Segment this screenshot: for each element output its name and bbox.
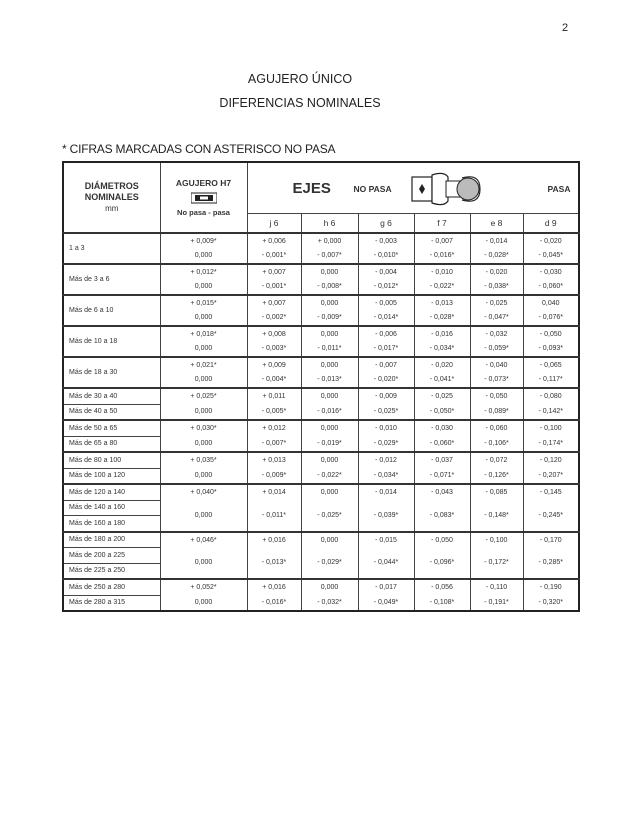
table-row — [63, 233, 579, 249]
lower-deviation: - 0,017* — [358, 342, 414, 358]
upper-deviation: - 0,072 — [470, 452, 523, 468]
lower-deviation: 0,000 — [160, 404, 247, 420]
upper-deviation: - 0,020 — [470, 264, 523, 280]
upper-deviation: + 0,000 — [301, 233, 358, 249]
lower-deviation: - 0,029* — [358, 436, 414, 452]
upper-deviation: - 0,005 — [358, 295, 414, 311]
upper-deviation: 0,040 — [523, 295, 579, 311]
dimension-label: Más de 6 a 10 — [63, 295, 160, 326]
lower-deviation: - 0,011* — [247, 500, 301, 532]
upper-deviation: 0,000 — [301, 388, 358, 404]
upper-deviation: - 0,020 — [523, 233, 579, 249]
upper-deviation: + 0,016 — [247, 532, 301, 548]
upper-deviation: + 0,018* — [160, 326, 247, 342]
table-row — [63, 468, 579, 484]
upper-deviation: + 0,006 — [247, 233, 301, 249]
col-header-j6: j 6 — [247, 214, 301, 234]
dimension-label: Más de 200 a 225 — [63, 548, 160, 564]
col-header-d9: d 9 — [523, 214, 579, 234]
upper-deviation: - 0,032 — [470, 326, 523, 342]
lower-deviation: - 0,245* — [523, 500, 579, 532]
lower-deviation: - 0,010* — [358, 249, 414, 265]
lower-deviation: - 0,174* — [523, 436, 579, 452]
upper-deviation: 0,000 — [301, 532, 358, 548]
lower-deviation: - 0,096* — [414, 548, 470, 580]
col-header-e8: e 8 — [470, 214, 523, 234]
upper-deviation: - 0,065 — [523, 357, 579, 373]
upper-deviation: - 0,043 — [414, 484, 470, 500]
upper-deviation: + 0,009* — [160, 233, 247, 249]
lower-deviation: - 0,016* — [301, 404, 358, 420]
upper-deviation: 0,000 — [301, 264, 358, 280]
dimension-label: Más de 30 a 40 — [63, 388, 160, 404]
lower-deviation: - 0,093* — [523, 342, 579, 358]
header-dimensions — [63, 162, 160, 233]
lower-deviation: - 0,008* — [301, 280, 358, 296]
lower-deviation: - 0,009* — [301, 311, 358, 327]
table-row — [63, 579, 579, 595]
upper-deviation: + 0,011 — [247, 388, 301, 404]
lower-deviation: - 0,009* — [247, 468, 301, 484]
dimension-label: Más de 280 a 315 — [63, 595, 160, 611]
lower-deviation: 0,000 — [160, 342, 247, 358]
lower-deviation: - 0,007* — [247, 436, 301, 452]
upper-deviation: + 0,035* — [160, 452, 247, 468]
lower-deviation: - 0,003* — [247, 342, 301, 358]
upper-deviation: - 0,100 — [470, 532, 523, 548]
upper-deviation: 0,000 — [301, 420, 358, 436]
lower-deviation: - 0,117* — [523, 373, 579, 389]
hole-gauge-icon — [191, 191, 217, 205]
table-row — [63, 436, 579, 452]
page-subtitle: DIFERENCIAS NOMINALES — [219, 96, 381, 110]
table-row — [63, 595, 579, 611]
upper-deviation: - 0,010 — [414, 264, 470, 280]
lower-deviation: - 0,013* — [301, 373, 358, 389]
lower-deviation: - 0,172* — [470, 548, 523, 580]
lower-deviation: - 0,044* — [358, 548, 414, 580]
lower-deviation: - 0,126* — [470, 468, 523, 484]
lower-deviation: 0,000 — [160, 311, 247, 327]
lower-deviation: - 0,045* — [523, 249, 579, 265]
upper-deviation: - 0,003 — [358, 233, 414, 249]
lower-deviation: - 0,022* — [301, 468, 358, 484]
table-row — [63, 452, 579, 468]
table-row — [63, 326, 579, 342]
lower-deviation: 0,000 — [160, 373, 247, 389]
dimension-label: Más de 3 a 6 — [63, 264, 160, 295]
upper-deviation: - 0,016 — [414, 326, 470, 342]
upper-deviation: - 0,025 — [470, 295, 523, 311]
lower-deviation: 0,000 — [160, 500, 247, 532]
upper-deviation: - 0,006 — [358, 326, 414, 342]
table-row — [63, 404, 579, 420]
lower-deviation: - 0,028* — [414, 311, 470, 327]
upper-deviation: - 0,037 — [414, 452, 470, 468]
upper-deviation: - 0,012 — [358, 452, 414, 468]
upper-deviation: + 0,007 — [247, 295, 301, 311]
upper-deviation: + 0,007 — [247, 264, 301, 280]
lower-deviation: 0,000 — [160, 595, 247, 611]
lower-deviation: - 0,028* — [470, 249, 523, 265]
asterisk-note: * CIFRAS MARCADAS CON ASTERISCO NO PASA — [62, 142, 336, 156]
lower-deviation: - 0,001* — [247, 249, 301, 265]
lower-deviation: - 0,108* — [414, 595, 470, 611]
lower-deviation: - 0,142* — [523, 404, 579, 420]
upper-deviation: + 0,008 — [247, 326, 301, 342]
upper-deviation: + 0,009 — [247, 357, 301, 373]
upper-deviation: - 0,110 — [470, 579, 523, 595]
col-header-f7: f 7 — [414, 214, 470, 234]
lower-deviation: - 0,011* — [301, 342, 358, 358]
dimension-label: 1 a 3 — [63, 233, 160, 264]
lower-deviation: - 0,089* — [470, 404, 523, 420]
header-hole — [160, 162, 247, 233]
upper-deviation: - 0,014 — [470, 233, 523, 249]
header-shafts — [247, 162, 579, 214]
lower-deviation: - 0,014* — [358, 311, 414, 327]
table-row — [63, 532, 579, 548]
shaft-gauge-icon — [406, 169, 486, 209]
upper-deviation: - 0,015 — [358, 532, 414, 548]
dimension-label: Más de 80 a 100 — [63, 452, 160, 468]
lower-deviation: - 0,012* — [358, 280, 414, 296]
header-no-pasa: NO PASA — [353, 184, 392, 194]
lower-deviation: - 0,032* — [301, 595, 358, 611]
lower-deviation: - 0,034* — [358, 468, 414, 484]
upper-deviation: - 0,020 — [414, 357, 470, 373]
lower-deviation: - 0,039* — [358, 500, 414, 532]
lower-deviation: - 0,050* — [414, 404, 470, 420]
header-dims-line2: NOMINALES — [84, 192, 139, 202]
upper-deviation: + 0,046* — [160, 532, 247, 548]
lower-deviation: - 0,016* — [247, 595, 301, 611]
upper-deviation: 0,000 — [301, 326, 358, 342]
dimension-label: Más de 250 a 280 — [63, 579, 160, 595]
upper-deviation: - 0,030 — [523, 264, 579, 280]
lower-deviation: - 0,001* — [247, 280, 301, 296]
lower-deviation: - 0,049* — [358, 595, 414, 611]
lower-deviation: - 0,191* — [470, 595, 523, 611]
lower-deviation: - 0,207* — [523, 468, 579, 484]
upper-deviation: + 0,014 — [247, 484, 301, 500]
dimension-label: Más de 225 a 250 — [63, 563, 160, 579]
upper-deviation: - 0,030 — [414, 420, 470, 436]
lower-deviation: - 0,004* — [247, 373, 301, 389]
table-row — [63, 388, 579, 404]
header-pasa: PASA — [547, 184, 571, 194]
dimension-label: Más de 140 a 160 — [63, 500, 160, 516]
lower-deviation: - 0,071* — [414, 468, 470, 484]
upper-deviation: 0,000 — [301, 357, 358, 373]
dimension-label: Más de 120 a 140 — [63, 484, 160, 500]
upper-deviation: + 0,025* — [160, 388, 247, 404]
lower-deviation: - 0,047* — [470, 311, 523, 327]
lower-deviation: - 0,320* — [523, 595, 579, 611]
lower-deviation: 0,000 — [160, 468, 247, 484]
table-row — [63, 484, 579, 500]
dimension-label: Más de 100 a 120 — [63, 468, 160, 484]
col-header-g6: g 6 — [358, 214, 414, 234]
header-hole-sub: No pasa - pasa — [177, 208, 230, 217]
upper-deviation: + 0,030* — [160, 420, 247, 436]
lower-deviation: - 0,148* — [470, 500, 523, 532]
lower-deviation: - 0,041* — [414, 373, 470, 389]
upper-deviation: - 0,004 — [358, 264, 414, 280]
lower-deviation: - 0,025* — [301, 500, 358, 532]
lower-deviation: - 0,076* — [523, 311, 579, 327]
lower-deviation: - 0,022* — [414, 280, 470, 296]
upper-deviation: - 0,013 — [414, 295, 470, 311]
dimension-label: Más de 50 a 65 — [63, 420, 160, 436]
upper-deviation: - 0,100 — [523, 420, 579, 436]
upper-deviation: 0,000 — [301, 484, 358, 500]
upper-deviation: - 0,050 — [470, 388, 523, 404]
lower-deviation: - 0,083* — [414, 500, 470, 532]
upper-deviation: - 0,170 — [523, 532, 579, 548]
upper-deviation: - 0,120 — [523, 452, 579, 468]
upper-deviation: + 0,013 — [247, 452, 301, 468]
dimension-label: Más de 160 a 180 — [63, 516, 160, 532]
upper-deviation: - 0,145 — [523, 484, 579, 500]
upper-deviation: - 0,009 — [358, 388, 414, 404]
table-row — [63, 264, 579, 280]
upper-deviation: - 0,060 — [470, 420, 523, 436]
lower-deviation: - 0,285* — [523, 548, 579, 580]
tolerance-table — [62, 161, 580, 612]
upper-deviation: - 0,190 — [523, 579, 579, 595]
lower-deviation: - 0,005* — [247, 404, 301, 420]
lower-deviation: 0,000 — [160, 548, 247, 580]
upper-deviation: - 0,007 — [414, 233, 470, 249]
lower-deviation: - 0,025* — [358, 404, 414, 420]
lower-deviation: - 0,002* — [247, 311, 301, 327]
upper-deviation: - 0,014 — [358, 484, 414, 500]
lower-deviation: - 0,016* — [414, 249, 470, 265]
dimension-label: Más de 40 a 50 — [63, 404, 160, 420]
page-title: AGUJERO ÚNICO — [247, 72, 353, 86]
upper-deviation: - 0,025 — [414, 388, 470, 404]
upper-deviation: 0,000 — [301, 295, 358, 311]
col-header-h6: h 6 — [301, 214, 358, 234]
header-dims-line1: DIÁMETROS — [84, 181, 139, 191]
upper-deviation: 0,000 — [301, 452, 358, 468]
lower-deviation: - 0,060* — [523, 280, 579, 296]
lower-deviation: 0,000 — [160, 280, 247, 296]
header-shafts-label: EJES — [292, 180, 331, 197]
upper-deviation: - 0,050 — [523, 326, 579, 342]
upper-deviation: - 0,050 — [414, 532, 470, 548]
lower-deviation: - 0,019* — [301, 436, 358, 452]
lower-deviation: 0,000 — [160, 249, 247, 265]
upper-deviation: - 0,010 — [358, 420, 414, 436]
upper-deviation: - 0,040 — [470, 357, 523, 373]
table-row — [63, 420, 579, 436]
lower-deviation: - 0,013* — [247, 548, 301, 580]
upper-deviation: - 0,085 — [470, 484, 523, 500]
upper-deviation: + 0,021* — [160, 357, 247, 373]
dimension-label: Más de 65 a 80 — [63, 436, 160, 452]
lower-deviation: - 0,106* — [470, 436, 523, 452]
lower-deviation: - 0,073* — [470, 373, 523, 389]
upper-deviation: + 0,040* — [160, 484, 247, 500]
lower-deviation: 0,000 — [160, 436, 247, 452]
upper-deviation: + 0,052* — [160, 579, 247, 595]
lower-deviation: - 0,020* — [358, 373, 414, 389]
upper-deviation: + 0,012 — [247, 420, 301, 436]
header-dims-unit: mm — [105, 204, 119, 213]
dimension-label: Más de 10 a 18 — [63, 326, 160, 357]
lower-deviation: - 0,038* — [470, 280, 523, 296]
dimension-label: Más de 18 a 30 — [63, 357, 160, 388]
page-number: 2 — [562, 22, 569, 34]
upper-deviation: - 0,080 — [523, 388, 579, 404]
upper-deviation: - 0,056 — [414, 579, 470, 595]
lower-deviation: - 0,060* — [414, 436, 470, 452]
lower-deviation: - 0,034* — [414, 342, 470, 358]
upper-deviation: 0,000 — [301, 579, 358, 595]
header-hole-label: AGUJERO H7 — [175, 178, 232, 188]
lower-deviation: - 0,007* — [301, 249, 358, 265]
lower-deviation: - 0,029* — [301, 548, 358, 580]
upper-deviation: - 0,007 — [358, 357, 414, 373]
table-row — [63, 295, 579, 311]
dimension-label: Más de 180 a 200 — [63, 532, 160, 548]
upper-deviation: - 0,017 — [358, 579, 414, 595]
upper-deviation: + 0,016 — [247, 579, 301, 595]
lower-deviation: - 0,059* — [470, 342, 523, 358]
upper-deviation: + 0,012* — [160, 264, 247, 280]
upper-deviation: + 0,015* — [160, 295, 247, 311]
table-row — [63, 357, 579, 373]
